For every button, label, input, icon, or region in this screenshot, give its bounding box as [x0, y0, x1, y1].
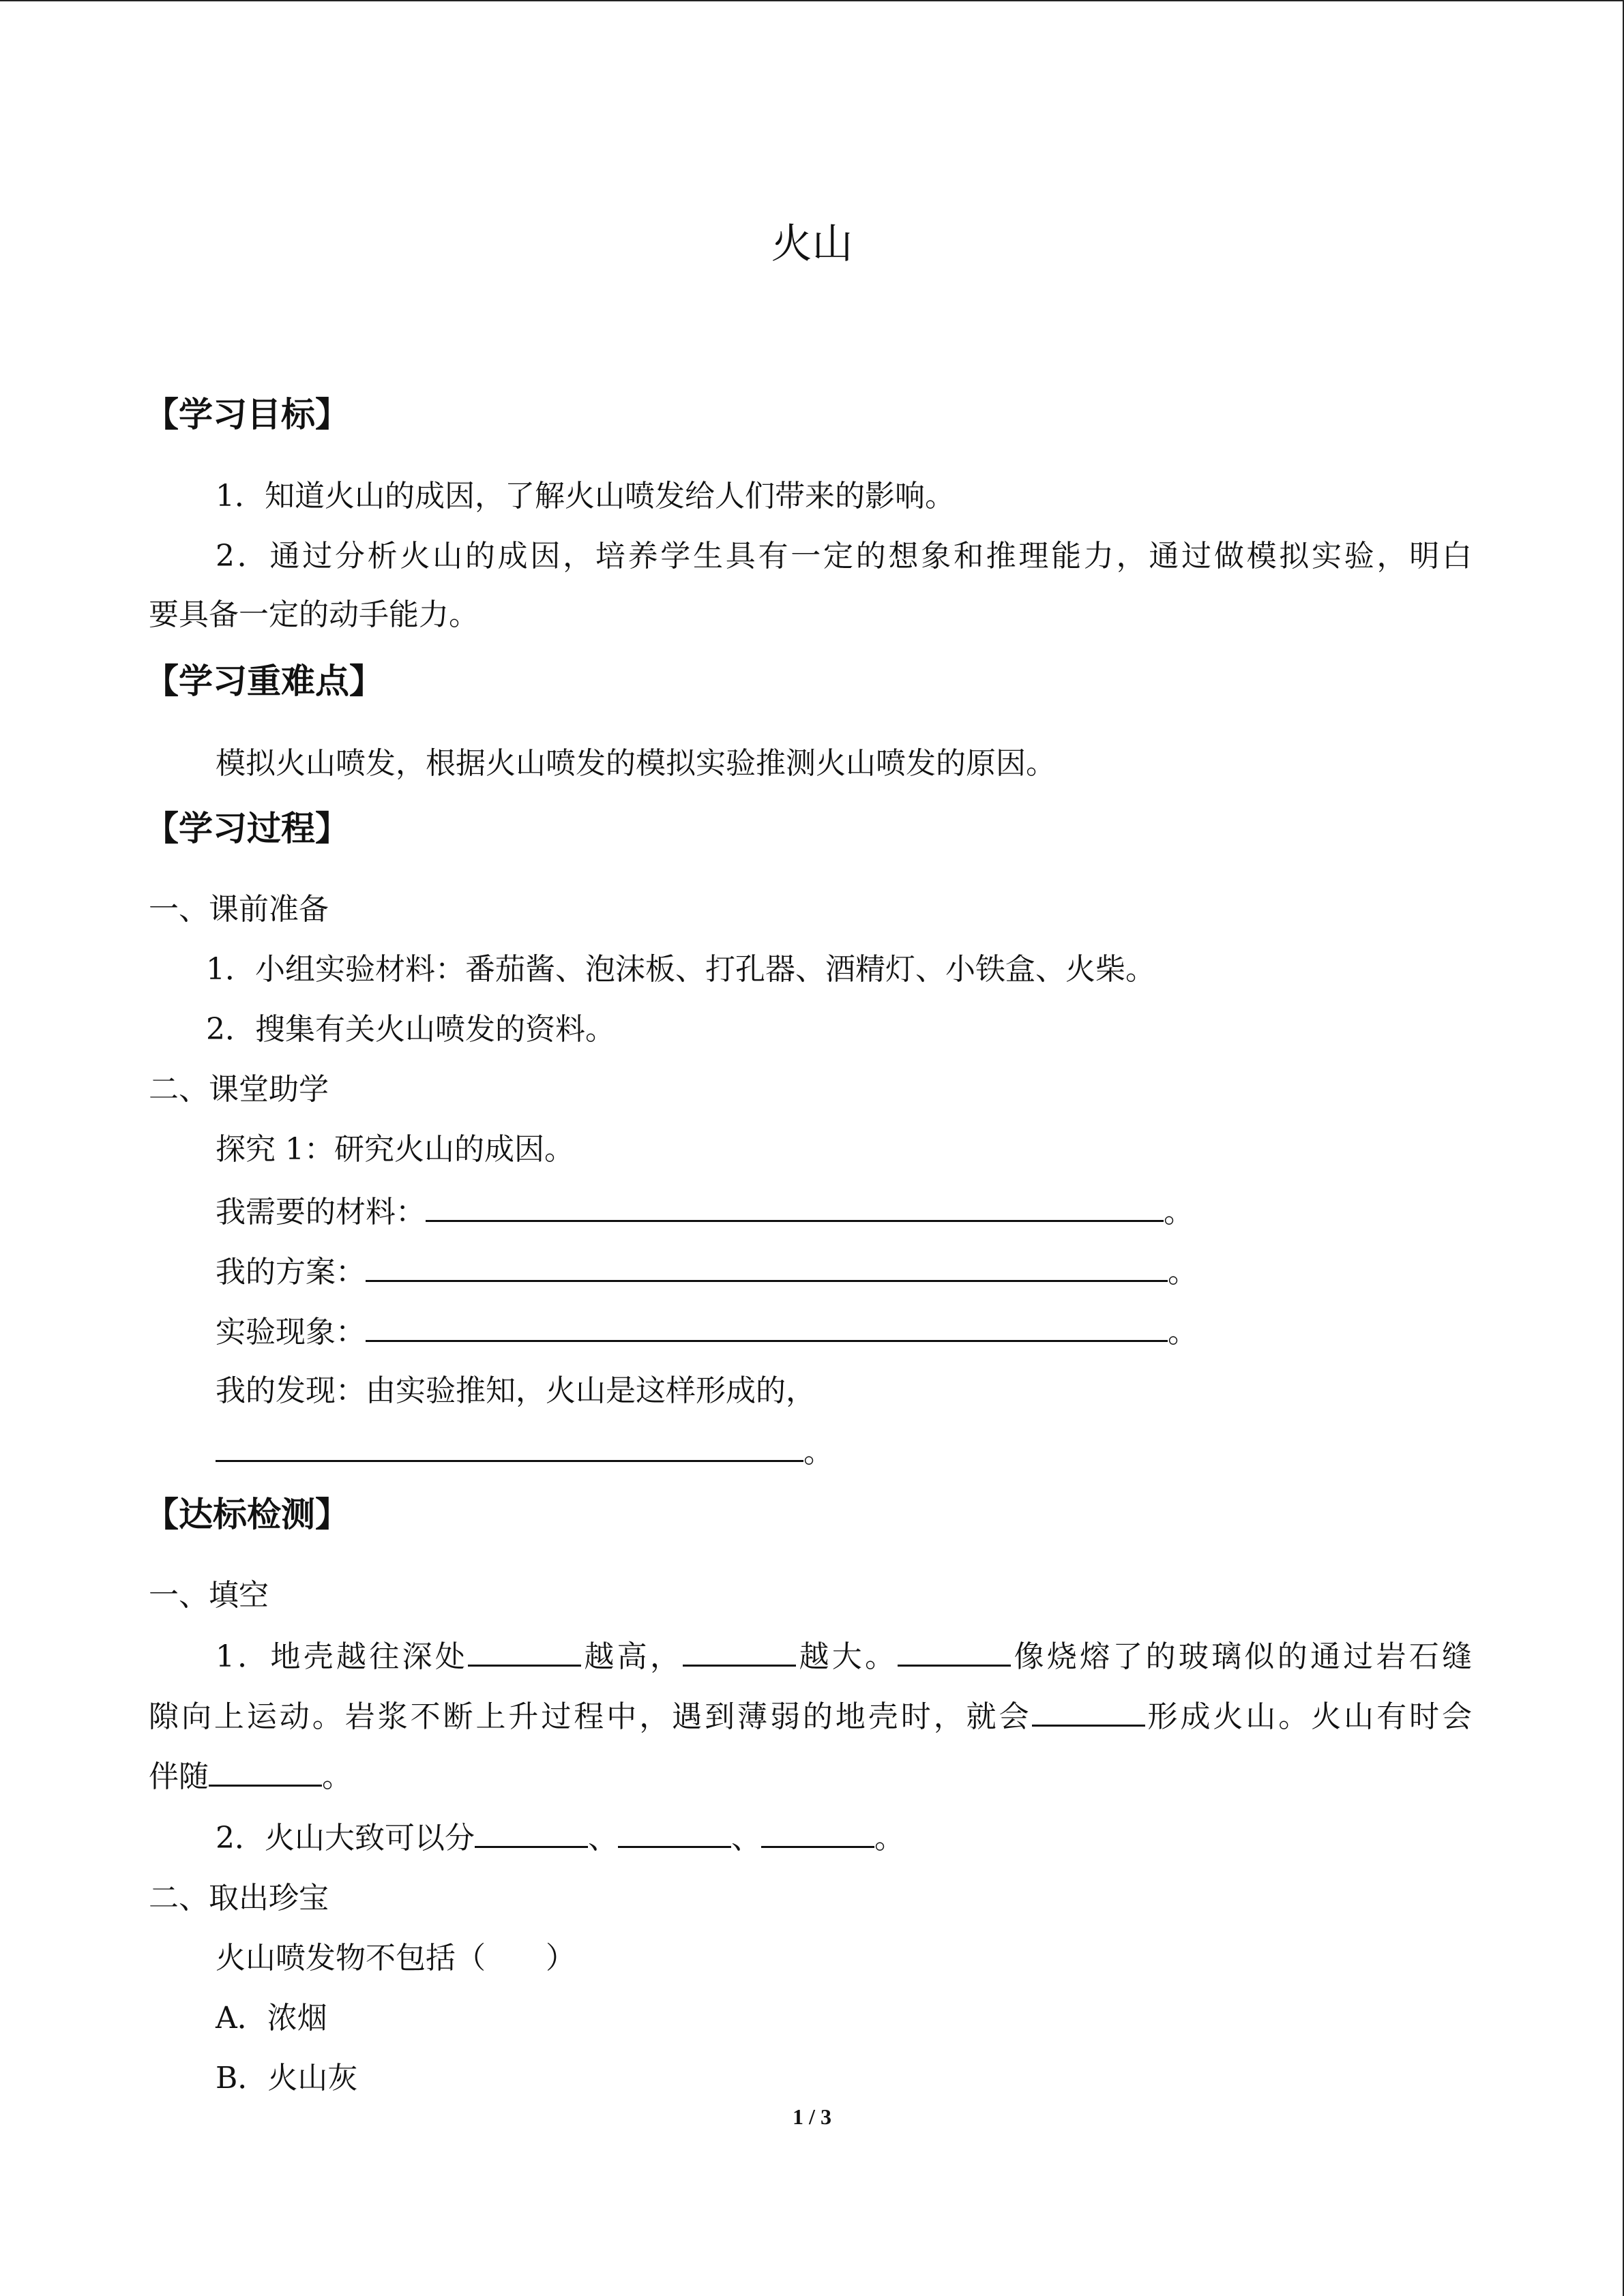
heading-test: 【达标检测】 [145, 1495, 349, 1534]
phenomenon-period: 。 [1168, 1315, 1198, 1350]
plan-period: 。 [1168, 1255, 1198, 1289]
page-number: 1 / 3 [793, 2104, 831, 2129]
q1-blank-5[interactable] [209, 1757, 322, 1787]
choice-question: 火山喷发物不包括（ ） [216, 1941, 576, 1976]
discovery-row [216, 1432, 833, 1473]
class-title: 二、课堂助学 [149, 1072, 329, 1107]
option-a[interactable]: A．浓烟 [216, 2001, 327, 2036]
q1-blank-1[interactable] [468, 1637, 581, 1667]
plan-row [216, 1252, 1198, 1293]
prep-item-2: 2．搜集有关火山喷发的资料。 [206, 1012, 615, 1047]
objective-item-2-line-1: 2．通过分析火山的成因，培养学生具有一定的想象和推理能力，通过做模拟实验，明白 [216, 539, 1472, 573]
discovery-label: 我的发现：由实验推知，火山是这样形成的， [216, 1373, 816, 1408]
q1-blank-3[interactable] [898, 1637, 1011, 1667]
explore-1: 探究 1：研究火山的成因。 [216, 1132, 574, 1167]
plan-blank[interactable] [366, 1253, 1168, 1282]
option-b[interactable]: B．火山灰 [216, 2061, 358, 2096]
key-points-text: 模拟火山喷发，根据火山喷发的模拟实验推测火山喷发的原因。 [216, 746, 1056, 781]
objective-item-2-line-2: 要具备一定的动手能力。 [149, 597, 479, 632]
fill-title: 一、填空 [149, 1578, 269, 1613]
phenomenon-row [216, 1312, 1198, 1353]
phenomenon-label: 实验现象： [216, 1315, 366, 1350]
plan-label: 我的方案： [216, 1255, 366, 1289]
page-title: 火山 [771, 220, 853, 268]
q1-line-2: 隙向上运动。岩浆不断上升过程中，遇到薄弱的地壳时，就会 形成火山。火山有时会 [149, 1697, 1472, 1738]
objective-item-1: 1．知道火山的成因，了解火山喷发给人们带来的影响。 [216, 479, 955, 513]
q1-line-1: 1．地壳越往深处 越高， 越大。 像烧熔了的玻璃似的通过岩石缝 [149, 1637, 1472, 1678]
phenomenon-blank[interactable] [366, 1313, 1168, 1342]
materials-period: 。 [1164, 1195, 1194, 1229]
q2-row: 2．火山大致可以分 、 、 。 [216, 1818, 904, 1859]
materials-blank[interactable] [426, 1193, 1164, 1222]
q2-blank-2[interactable] [618, 1819, 731, 1848]
q1-blank-4[interactable] [1032, 1697, 1145, 1727]
q2-blank-3[interactable] [761, 1819, 874, 1848]
choice-title: 二、取出珍宝 [149, 1881, 329, 1915]
q1-blank-2[interactable] [683, 1637, 796, 1667]
materials-row [216, 1192, 1194, 1233]
discovery-blank[interactable] [216, 1433, 803, 1462]
prep-title: 一、课前准备 [149, 892, 329, 927]
materials-label: 我需要的材料： [216, 1195, 426, 1229]
prep-item-1: 1．小组实验材料：番茄酱、泡沫板、打孔器、酒精灯、小铁盒、火柴。 [206, 952, 1155, 987]
q2-blank-1[interactable] [475, 1819, 588, 1848]
discovery-period: 。 [803, 1435, 833, 1470]
heading-process: 【学习过程】 [145, 809, 349, 848]
heading-objectives: 【学习目标】 [145, 395, 349, 434]
heading-key-points: 【学习重难点】 [145, 661, 383, 701]
q1-line-3: 伴随 。 [149, 1757, 352, 1798]
